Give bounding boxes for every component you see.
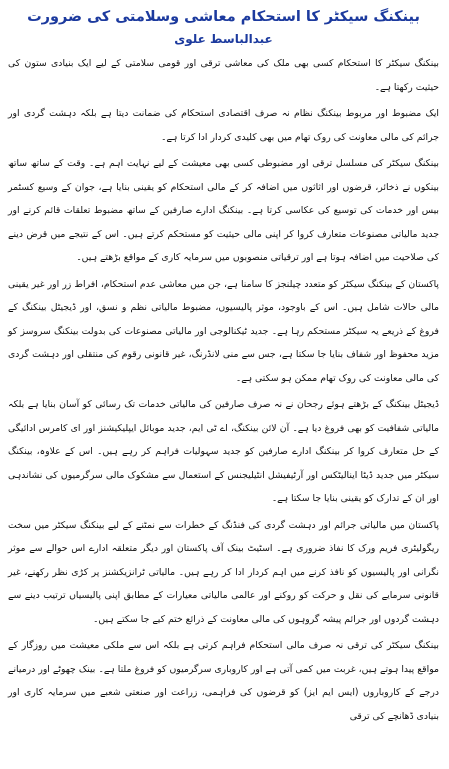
paragraph-4: پاکستان کے بینکنگ سیکٹر کو متعدد چیلنجز کا سامنا ہے، جن میں معاشی عدم استحکام، افراط زر اور غیر یقینی مالی حالات شامل ہیں۔ اس کے باوجود، موثر پالیسیوں، مضبوط مالیاتی نظم و نسق، اور ڈیجیٹل بینکنگ کے فروغ کے ذریعے یہ سیکٹر مستحکم رہا ہے۔ جدید ٹیکنالوجی اور مالیاتی مصنوعات کی بدولت بینکنگ سروسز کو مزید محفوظ اور شفاف بنایا جا سکتا ہے، جس سے منی لانڈرنگ، غیر قانونی رقوم کی منتقلی اور دہشت گردی کی مالی معاونت کی روک تھام ممکن ہو سکتی ہے۔ xyxy=(8,278,439,384)
paragraph-7: بینکنگ سیکٹر کی ترقی نہ صرف مالی استحکام فراہم کرتی ہے بلکہ اس سے ملکی معیشت میں روزگار کے مواقع پیدا ہوتے ہیں، غربت میں کمی آتی ہے اور کاروباری سرگرمیوں کو فروغ ملتا ہے۔ بینک چھوٹے اور درمیانے درجے کے کاروباروں (ایس ایم ایز) کو قرضوں کی فراہمی، زراعت اور صنعتی شعبے میں سرمایہ کاری اور بنیادی ڈھانچے کی ترقی xyxy=(8,640,439,722)
paragraph-2: ایک مضبوط اور مربوط بینکنگ نظام نہ صرف اقتصادی استحکام کی ضمانت دیتا ہے بلکہ دہشت گردی اور جرائم کی مالی معاونت کی روک تھام میں بھی کلیدی کردار ادا کرتا ہے۔ xyxy=(8,108,439,143)
paragraph-3: بینکنگ سیکٹر کی مسلسل ترقی اور مضبوطی کسی بھی معیشت کے لیے نہایت اہم ہے۔ وقت کے ساتھ ساتھ بینکوں نے ذخائر، قرضوں اور اثاثوں میں اضافہ کر کے مالی استحکام کو یقینی بنایا ہے، جوان کے وسیع کسٹمر بیس اور خدمات کی توسیع کی عکاسی کرتا ہے۔ بینکنگ ادارے صارفین کے ساتھ مضبوط تعلقات قائم کرنے اور جدید مالیاتی مصنوعات متعارف کروا کر اپنی مالی حیثیت کو مستحکم کرتے ہیں۔ اس کے نتیجے میں قرض دینے کی صلاحیت میں اضافہ ہوتا ہے اور ترقیاتی منصوبوں میں سرمایہ کاری کے مواقع بڑھتے ہیں۔ xyxy=(8,158,439,263)
paragraph-6: پاکستان میں مالیاتی جرائم اور دہشت گردی کی فنڈنگ کے خطرات سے نمٹنے کے لیے بینکنگ سیکٹر میں سخت ریگولیٹری فریم ورک کا نفاذ ضروری ہے۔ اسٹیٹ بینک آف پاکستان اور دیگر متعلقہ ادارے اس حوالے سے موثر نگرانی اور پالیسیوں کو نافذ کرنے میں اہم کردار ادا کر رہے ہیں۔ مالیاتی ٹرانزیکشنز پر کڑی نظر رکھنے، غیر قانونی سرمایے کی نقل و حرکت کو روکنے اور عالمی مالیاتی معیارات کے مطابق اپنی پالیسیاں ترتیب دینے سے دہشت گردوں اور جرائم پیشہ گروہوں کی مالی معاونت کے ذرائع ختم کیے جا سکتے ہیں۔ xyxy=(8,519,439,625)
article-title: بینکنگ سیکٹر کا استحکام معاشی وسلامتی کی ضرورت xyxy=(27,9,420,25)
paragraph-1: بینکنگ سیکٹر کا استحکام کسی بھی ملک کی معاشی ترقی اور قومی سلامتی کے لیے ایک بنیادی ستون کی حیثیت رکھتا ہے۔ xyxy=(8,58,439,93)
paragraph-5: ڈیجیٹل بینکنگ کے بڑھتے ہوئے رجحان نے نہ صرف صارفین کی مالیاتی خدمات تک رسائی کو آسان بنایا ہے بلکہ مالیاتی شفافیت کو بھی فروغ دیا ہے۔ آن لائن بینکنگ، اے ٹی ایم، جدید موبائل ایپلیکیشنز اور ای کامرس ادائیگی کے حل متعارف کروا کر بینکنگ ادارے صارفین کو جدید سہولیات فراہم کر رہے ہیں۔ اس کے علاوہ، بینکنگ سیکٹر میں جدید ڈیٹا اینالیٹکس اور آرٹیفیشل انٹیلیجنس کے استعمال سے مشکوک مالی سرگرمیوں کی نشاندہی اور ان کے تدارک کو یقینی بنایا جا سکتا ہے۔ xyxy=(8,399,439,504)
article-author: عبدالباسط علوی xyxy=(174,32,273,46)
